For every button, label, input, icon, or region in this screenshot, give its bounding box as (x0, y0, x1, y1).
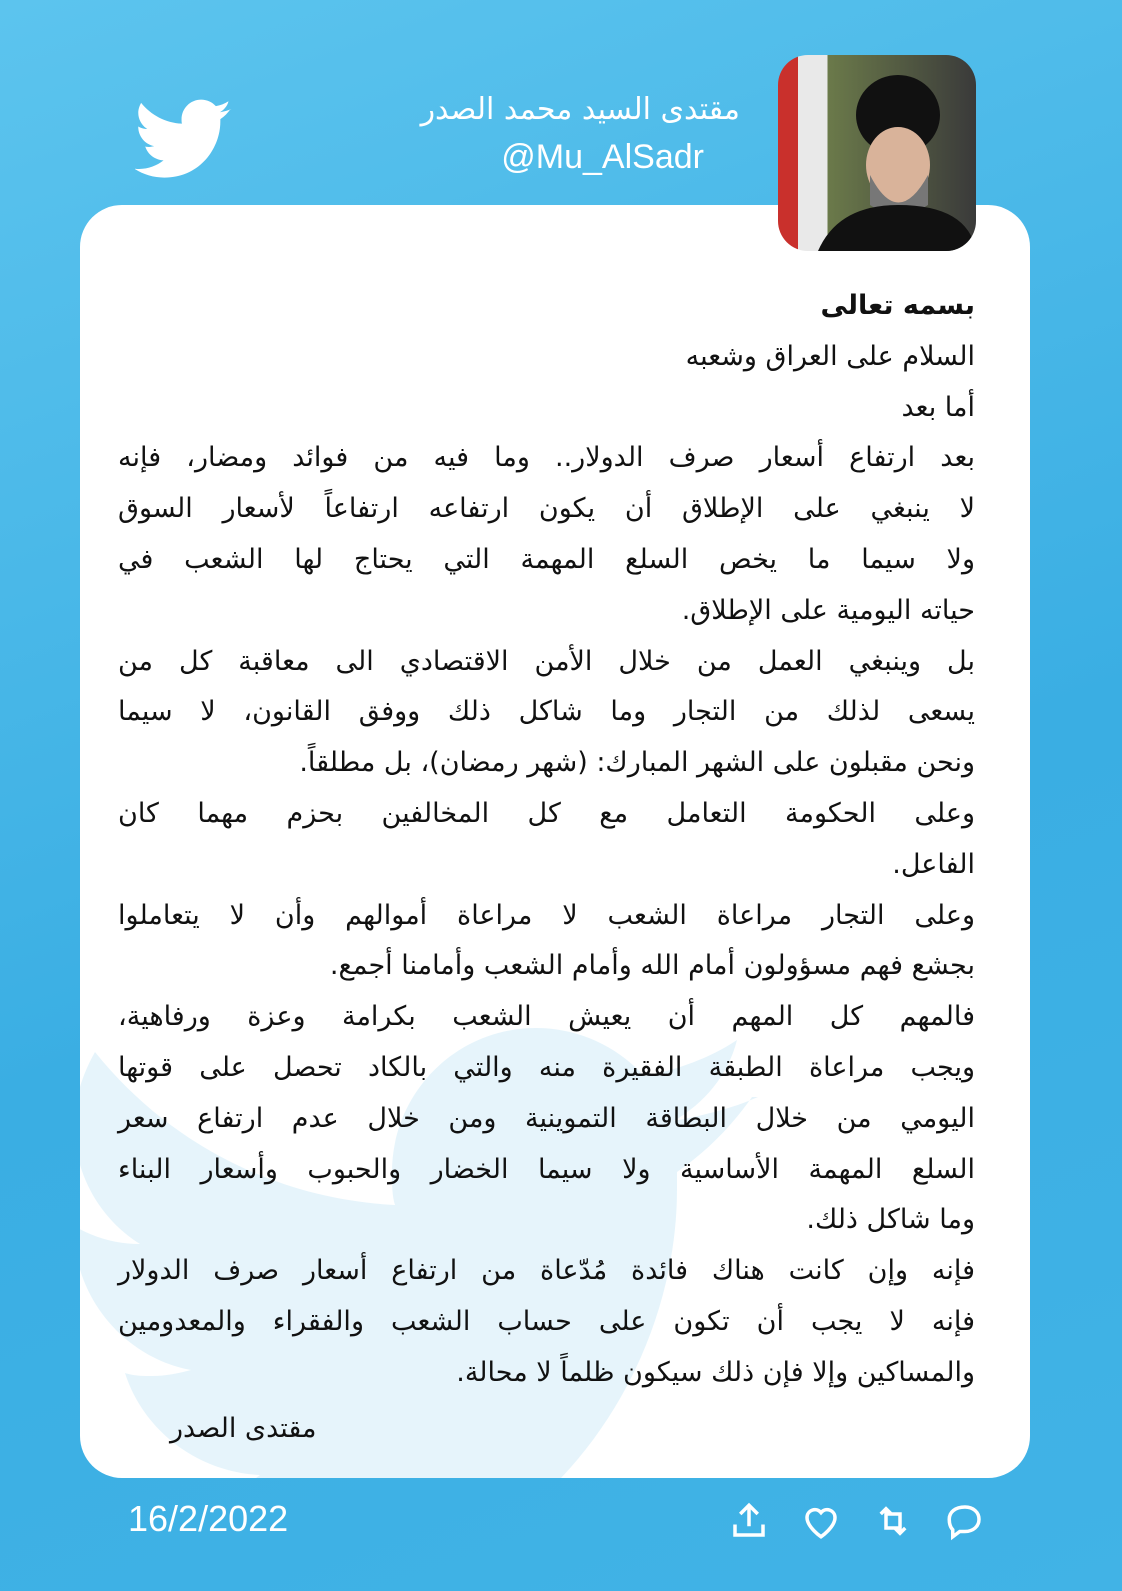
avatar-portrait (778, 55, 976, 251)
tweet-line: فإنه وإن كانت هناك فائدة مُدّعاة من ارتفاع أسعار صرف الدولار (118, 1255, 975, 1287)
tweet-line: فإنه لا يجب أن تكون على حساب الشعب والفقراء والمعدومين (118, 1305, 975, 1337)
tweet-card (80, 205, 1030, 1478)
signature: مقتدى الصدر (170, 1413, 317, 1444)
tweet-line: وعلى التجار مراعاة الشعب لا مراعاة أموالهم وأن لا يتعاملوا (118, 899, 975, 931)
tweet-line: يسعى لذلك من التجار وما شاكل ذلك ووفق القانون، لا سيما (118, 696, 975, 728)
avatar[interactable] (778, 55, 976, 251)
action-bar (728, 1500, 986, 1542)
tweet-line: ونحن مقبلون على الشهر المبارك: (شهر رمضان)، بل مطلقاً. (299, 747, 975, 779)
tweet-line: بسمه تعالى (820, 290, 975, 321)
tweet-line: بجشع فهم مسؤولون أمام الله وأمام الشعب وأمامنا أجمع. (329, 950, 975, 982)
display-name[interactable]: مقتدى السيد محمد الصدر (420, 92, 740, 127)
retweet-icon[interactable] (872, 1500, 914, 1542)
tweet-line: بل وينبغي العمل من خلال الأمن الاقتصادي الى معاقبة كل من (118, 645, 975, 677)
reply-icon[interactable] (944, 1500, 986, 1542)
user-handle[interactable]: @Mu_AlSadr (501, 138, 704, 176)
tweet-line: حياته اليومية على الإطلاق. (681, 594, 975, 626)
tweet-line: فالمهم كل المهم أن يعيش الشعب بكرامة وعزة ورفاهية، (118, 1001, 975, 1033)
tweet-date: 16/2/2022 (128, 1498, 289, 1539)
tweet-line: السلع المهمة الأساسية ولا سيما الخضار والحبوب وأسعار البناء (118, 1153, 975, 1185)
share-icon[interactable] (728, 1500, 770, 1542)
tweet-line: وما شاكل ذلك. (806, 1204, 975, 1236)
tweet-line: اليومي من خلال البطاقة التموينية ومن خلال عدم ارتفاع سعر (118, 1102, 975, 1134)
tweet-line: ويجب مراعاة الطبقة الفقيرة منه والتي بالكاد تحصل على قوتها (118, 1051, 975, 1083)
like-icon[interactable] (800, 1500, 842, 1542)
tweet-text (118, 281, 975, 1399)
tweet-line: بعد ارتفاع أسعار صرف الدولار.. وما فيه من فوائد ومضار، فإنه (118, 442, 975, 474)
twitter-bird-icon (135, 98, 233, 182)
tweet-line: أما بعد (901, 391, 975, 423)
tweet-line: ولا سيما ما يخص السلع المهمة التي يحتاج لها الشعب في (118, 543, 975, 575)
tweet-line: الفاعل. (892, 848, 975, 880)
tweet-line: والمساكين وإلا فإن ذلك سيكون ظلماً لا محالة. (456, 1356, 975, 1388)
tweet-line: السلام على العراق وشعبه (685, 340, 975, 372)
tweet-line: لا ينبغي على الإطلاق أن يكون ارتفاعه ارتفاعاً لأسعار السوق (118, 493, 975, 525)
tweet-line: وعلى الحكومة التعامل مع كل المخالفين بحزم مهما كان (118, 797, 975, 829)
